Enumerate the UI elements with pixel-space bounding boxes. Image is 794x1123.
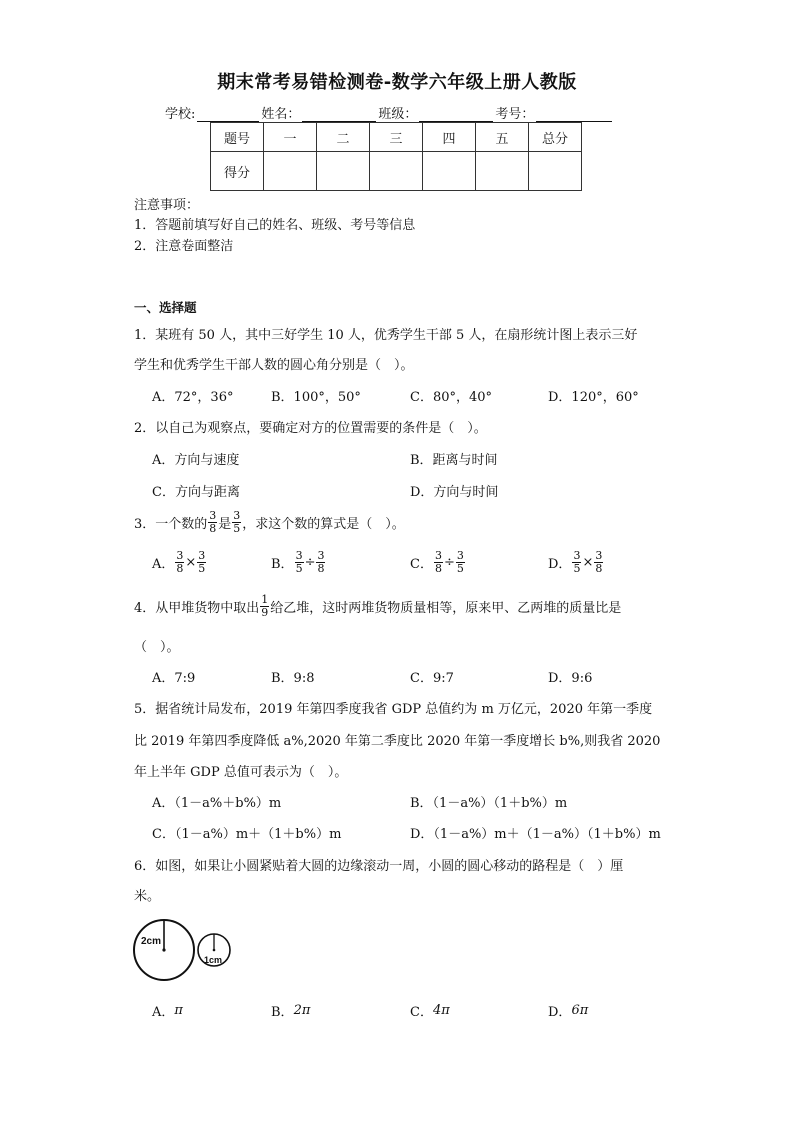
big-circle-center [162, 948, 165, 951]
score-header-cell: 一 [264, 123, 317, 152]
q4-stem-line2: （ ）。 [134, 640, 180, 655]
fraction-numerator: 3 [233, 509, 241, 522]
option-label: C． [410, 1005, 433, 1020]
fraction-denominator: 8 [317, 562, 325, 575]
q6-option-a[interactable] [152, 1001, 183, 1020]
option-value: π [174, 1003, 183, 1018]
q4-prefix: 4．从甲堆货物中取出 [134, 601, 260, 616]
score-header-cell: 二 [317, 123, 370, 152]
name-label: 姓名： [261, 107, 301, 122]
q1-option-d[interactable]: D．120°，60° [548, 390, 639, 405]
school-field[interactable] [197, 107, 259, 122]
q5-stem-line1: 5．据省统计局发布，2019 年第四季度我省 GDP 总值约为 m 万亿元，2020 年第一季度 [134, 702, 653, 717]
fraction-numerator: 3 [595, 549, 603, 562]
fraction-numerator: 3 [573, 549, 581, 562]
q5-stem-line3: 年上半年 GDP 总值可表示为（ ）。 [134, 765, 348, 780]
fraction-denominator: 5 [573, 562, 581, 575]
q5-option-d[interactable]: D．（1－a%）m＋（1－a%）（1＋b%）m [410, 827, 661, 842]
fraction-denominator: 8 [176, 562, 184, 575]
score-table [210, 122, 582, 191]
name-field[interactable] [302, 107, 376, 122]
q2-stem: 2．以自己为观察点，要确定对方的位置需要的条件是（ ）。 [134, 421, 487, 436]
fraction-numerator: 3 [295, 549, 303, 562]
q4-option-b[interactable]: B．9:8 [271, 671, 315, 686]
option-label: C． [410, 557, 433, 572]
option-fraction [316, 550, 325, 575]
q6-option-c[interactable] [410, 1001, 450, 1020]
fraction-numerator: 1 [261, 593, 269, 606]
score-cell[interactable] [264, 152, 317, 191]
score-cell[interactable] [529, 152, 582, 191]
q3-fraction-1 [208, 510, 217, 535]
q5-option-c[interactable]: C．（1－a%）m＋（1＋b%）m [152, 827, 342, 842]
q2-option-c[interactable]: C．方向与距离 [152, 485, 240, 500]
q2-option-d[interactable]: D．方向与时间 [410, 485, 499, 500]
q4-option-d[interactable]: D．9:6 [548, 671, 593, 686]
small-circle-label: 1cm [204, 955, 223, 965]
q2-option-b[interactable]: B．距离与时间 [410, 453, 498, 468]
fraction-numerator: 3 [317, 549, 325, 562]
q1-option-b[interactable]: B．100°，50° [271, 390, 361, 405]
score-cell[interactable] [476, 152, 529, 191]
score-header-cell: 四 [423, 123, 476, 152]
q4-option-a[interactable]: A．7:9 [152, 671, 196, 686]
fraction-numerator: 3 [176, 549, 184, 562]
number-field[interactable] [536, 107, 612, 122]
number-label: 考号： [495, 107, 535, 122]
option-label: D． [548, 557, 572, 572]
score-header-cell: 三 [370, 123, 423, 152]
fraction-denominator: 5 [198, 562, 206, 575]
option-value: 2π [293, 1003, 311, 1018]
option-label: A． [152, 1005, 175, 1020]
small-circle-center [213, 949, 216, 952]
q4-fraction [260, 594, 269, 619]
q4-stem-line1 [134, 594, 621, 619]
option-value: 6π [571, 1003, 589, 1018]
operator: × [185, 555, 197, 570]
big-circle-label: 2cm [141, 936, 162, 947]
q1-stem-line2: 学生和优秀学生干部人数的圆心角分别是（ ）。 [134, 358, 414, 373]
student-info-line [165, 103, 614, 122]
score-table-score-row [211, 152, 582, 191]
note-item: 2．注意卷面整洁 [134, 239, 234, 254]
fraction-numerator: 3 [456, 549, 464, 562]
fraction-denominator: 5 [295, 562, 303, 575]
q3-prefix: 3．一个数的 [134, 517, 208, 532]
option-label: A． [152, 557, 175, 572]
score-cell[interactable] [317, 152, 370, 191]
q5-option-a[interactable]: A．（1－a%＋b%）m [152, 796, 282, 811]
score-table-header-row [211, 123, 582, 152]
notes-heading: 注意事项： [134, 198, 200, 213]
score-header-cell: 总分 [529, 123, 582, 152]
q4-suffix: 给乙堆，这时两堆货物质量相等，原来甲、乙两堆的质量比是 [270, 601, 622, 616]
q4-option-c[interactable]: C．9:7 [410, 671, 454, 686]
q6-stem-line1: 6．如图，如果让小圆紧贴着大圆的边缘滚动一周，小圆的圆心移动的路程是（ ）厘 [134, 859, 624, 874]
q3-mid: 是 [218, 517, 232, 532]
q6-option-d[interactable] [548, 1001, 588, 1020]
fraction-denominator: 9 [261, 606, 269, 619]
fraction-denominator: 8 [434, 562, 442, 575]
option-fraction [456, 550, 465, 575]
option-fraction [197, 550, 206, 575]
fraction-numerator: 3 [198, 549, 206, 562]
q3-fraction-2 [232, 510, 241, 535]
option-fraction [295, 550, 304, 575]
operator: ÷ [443, 555, 455, 570]
score-row-label: 得分 [211, 152, 264, 191]
option-label: D． [548, 1005, 572, 1020]
fraction-denominator: 8 [595, 562, 603, 575]
q3-option-d[interactable] [548, 550, 604, 575]
q3-stem [134, 510, 405, 535]
q3-suffix: ，求这个数的算式是（ ）。 [242, 517, 405, 532]
note-item: 1．答题前填写好自己的姓名、班级、考号等信息 [134, 218, 416, 233]
section-heading: 一、选择题 [134, 300, 197, 315]
q1-option-a[interactable]: A．72°，36° [152, 390, 234, 405]
page-title: 期末常考易错检测卷-数学六年级上册人教版 [217, 72, 577, 93]
school-label: 学校: [165, 107, 196, 122]
operator: ÷ [304, 555, 316, 570]
fraction-denominator: 8 [209, 522, 217, 535]
fraction-denominator: 5 [233, 522, 241, 535]
option-fraction [434, 550, 443, 575]
score-header-cell: 五 [476, 123, 529, 152]
option-label: B． [271, 557, 294, 572]
option-value: 4π [432, 1003, 450, 1018]
q5-stem-line2: 比 2019 年第四季度降低 a%,2020 年第二季度比 2020 年第一季度增长 b%,则我省 2020 [134, 734, 661, 749]
score-header-cell: 题号 [211, 123, 264, 152]
q3-option-c[interactable] [410, 550, 466, 575]
operator: × [582, 555, 594, 570]
option-fraction [572, 550, 581, 575]
fraction-numerator: 3 [209, 509, 217, 522]
q5-option-b[interactable]: B．（1－a%）（1＋b%）m [410, 796, 568, 811]
q2-option-a[interactable]: A．方向与速度 [152, 453, 240, 468]
q6-option-b[interactable] [271, 1001, 310, 1020]
score-cell[interactable] [370, 152, 423, 191]
q1-stem-line1: 1．某班有 50 人，其中三好学生 10 人，优秀学生干部 5 人，在扇形统计图上表示三好 [134, 328, 638, 343]
score-cell[interactable] [423, 152, 476, 191]
option-fraction [175, 550, 184, 575]
fraction-numerator: 3 [434, 549, 442, 562]
class-field[interactable] [419, 107, 493, 122]
q6-stem-line2: 米。 [134, 889, 161, 904]
circles-figure [130, 916, 240, 986]
q3-option-b[interactable] [271, 550, 326, 575]
q1-option-c[interactable]: C．80°，40° [410, 390, 493, 405]
option-label: B． [271, 1005, 294, 1020]
fraction-denominator: 5 [456, 562, 464, 575]
q3-option-a[interactable] [152, 550, 207, 575]
class-label: 班级： [378, 107, 418, 122]
option-fraction [594, 550, 603, 575]
